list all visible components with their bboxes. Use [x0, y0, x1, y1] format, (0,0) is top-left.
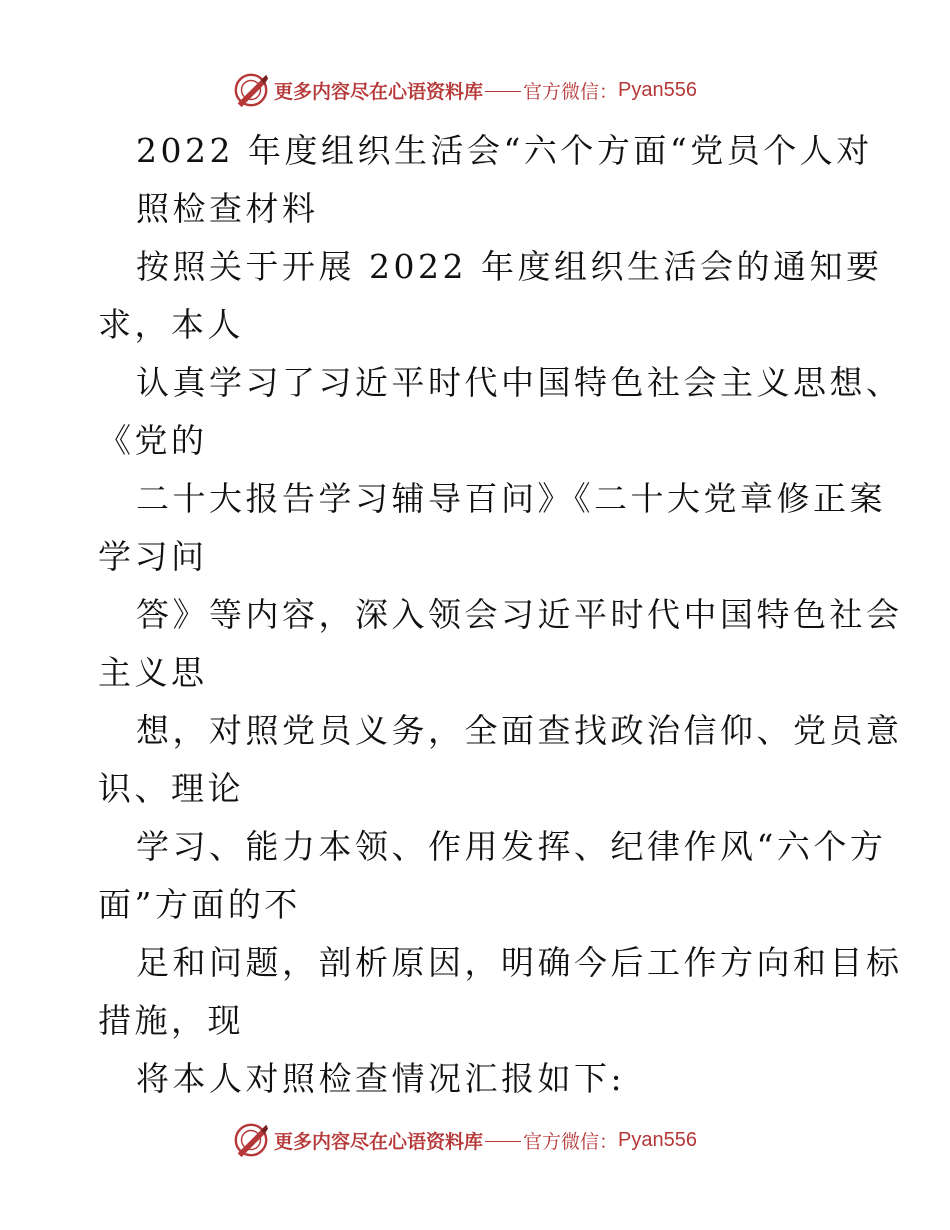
footer-banner [232, 1120, 697, 1160]
body-line: 答》等内容，深入领会习近平时代中国特色社会 [136, 595, 903, 634]
body-line: 将本人对照检查情况汇报如下: [136, 1059, 626, 1098]
body-line: 识、理论 [98, 769, 244, 808]
body-line: 学习问 [98, 537, 208, 576]
title-line-2: 照检查材料 [136, 189, 319, 228]
header-banner [232, 70, 697, 110]
body-line: 求，本人 [98, 305, 244, 344]
banner-main-text: 更多内容尽在心语资料库 [274, 1130, 484, 1153]
body-line: 主义思 [98, 653, 208, 692]
document-body [98, 122, 903, 1108]
title-line-1: 2022 年度组织生活会“六个方面“党员个人对 [136, 131, 873, 170]
banner-dash [485, 1141, 521, 1142]
body-line: 足和问题，剖析原因，明确今后工作方向和目标 [136, 943, 903, 982]
banner-dash [485, 91, 521, 92]
body-line: 按照关于开展 2022 年度组织生活会的通知要 [136, 247, 883, 286]
banner-main-text: 更多内容尽在心语资料库 [274, 80, 484, 103]
body-line: 措施，现 [98, 1001, 244, 1040]
body-line: 认真学习了习近平时代中国特色社会主义思想、 [136, 363, 903, 402]
banner-wechat-id: Pyan556 [618, 1128, 697, 1151]
body-line: 二十大报告学习辅导百问》《二十大党章修正案 [136, 479, 886, 518]
pen-logo-icon [232, 1121, 270, 1159]
banner-wechat-label: 官方微信： [523, 1130, 619, 1153]
banner-wechat-id: Pyan556 [618, 78, 697, 101]
pen-logo-icon [232, 71, 270, 109]
body-line: 面”方面的不 [98, 885, 301, 924]
body-line: 学习、能力本领、作用发挥、纪律作风“六个方 [136, 827, 887, 866]
banner-wechat-label: 官方微信： [523, 80, 619, 103]
body-line: 想，对照党员义务，全面查找政治信仰、党员意 [136, 711, 903, 750]
body-line: 《党的 [98, 421, 208, 460]
